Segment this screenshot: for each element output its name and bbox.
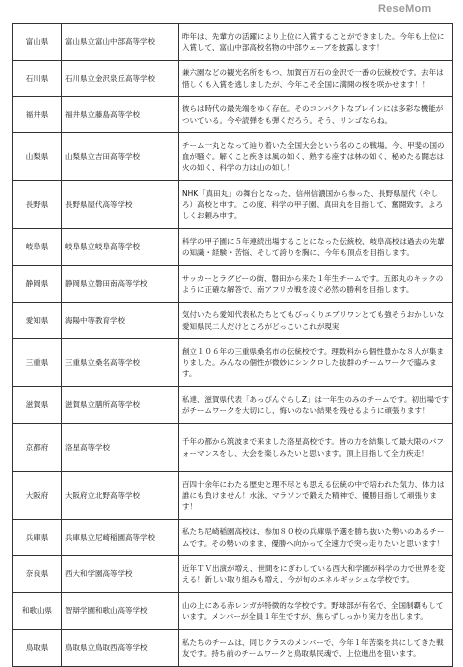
school-cell: 洛星高等学校: [62, 424, 179, 472]
table-row: [13, 97, 453, 133]
table-row: [13, 387, 453, 424]
school-cell: 海陽中等教育学校: [62, 303, 179, 339]
table-row: [13, 133, 453, 181]
table-row: [13, 424, 453, 472]
school-cell: 智辯学園和歌山高等学校: [62, 593, 179, 630]
prefecture-cell: 長野県: [13, 181, 62, 229]
prefecture-cell: 鳥取県: [13, 630, 62, 667]
prefecture-cell: 三重県: [13, 339, 62, 387]
table-row: [13, 266, 453, 303]
school-cell: 西大和学園高等学校: [62, 556, 179, 593]
prefecture-cell: 石川県: [13, 61, 62, 97]
prefecture-cell: 奈良県: [13, 556, 62, 593]
table-row: [13, 24, 453, 61]
school-cell: 山梨県立吉田高等学校: [62, 133, 179, 181]
message-cell: サッカーとラグビーの街、磐田から来た１年生チームです。五郎丸のキックのように正確な解答で、南アフリカ戦を凌ぐ必然の勝利を目指します。: [179, 266, 453, 303]
school-cell: 滋賀県立膳所高等学校: [62, 387, 179, 424]
message-cell: 千年の都から筑波まで来ました洛星高校です。皆の力を結集して最大限のパフォーマンスをし、大会を楽しみたいと思います。頂上目指して全力疾走！: [179, 424, 453, 472]
message-cell: 山の上にある赤レンガが特徴的な学校です。野球部が有名で、全国制覇もしています。メンバーが全員１年生ですが、焦らずしっかり実力を出します。: [179, 593, 453, 630]
message-cell: 百四十余年にわたる歴史と理不尽とも思える伝統の中で培われた気力、体力は誰にも負けません！水泳、マラソンで鍛えた精神で、優勝目指して頑張ります！: [179, 472, 453, 520]
table-row: [13, 303, 453, 339]
message-cell: 科学の甲子園に５年連続出場することになった伝統校、岐阜高校は過去の先輩の知識・経験・苦悩、そして誇りを胸に、今年も頂点を目指します。: [179, 229, 453, 266]
table-row: [13, 61, 453, 97]
prefecture-cell: 大阪府: [13, 472, 62, 520]
table-row: [13, 181, 453, 229]
table-row: [13, 339, 453, 387]
message-cell: 私たちのチームは、同じクラスのメンバーで、今年１年苦楽を共にしてきた戦友です。持ち前のチームワークと鳥取県民魂で、上位進出を狙います。: [179, 630, 453, 667]
message-cell: チーム一丸となって辿り着いた全国大会という名のこの戦場。今、甲斐の国の血が騒ぐ。解くこと疾きは風の如く、熟する座すは林の如く、秘めたる闘志は火の如く、科学の力は山の如し！: [179, 133, 453, 181]
prefecture-cell: 兵庫県: [13, 520, 62, 556]
school-cell: 福井県立藤島高等学校: [62, 97, 179, 133]
message-cell: 私たち尼崎稲園高校は、参加８０校の兵庫県予選を勝ち抜いた勢いのあるチームです。その勢いのまま、優勝へ向かって全速力で突っ走りたいと思います！: [179, 520, 453, 556]
table-row: [13, 630, 453, 667]
message-cell: 私達、滋賀県代表「あっぴんぐらしZ」は一年生のみのチームです。初出場ですがチームワークを大切にし、悔いのない結果を残せるように頑張ります！: [179, 387, 453, 424]
prefecture-cell: 岐阜県: [13, 229, 62, 266]
school-cell: 兵庫県立尼崎稲園高等学校: [62, 520, 179, 556]
school-cell: 岐阜県立岐阜高等学校: [62, 229, 179, 266]
message-cell: 兼六園などの観光名所をもつ、加賀百万石の金沢で一番の伝統校です。去年は惜しくも入賞を逃しましたが、今年こそ全国に満開の桜を咲かせます！！: [179, 61, 453, 97]
school-cell: 静岡県立磐田南高等学校: [62, 266, 179, 303]
message-cell: 彼らは時代の最先端をゆく存在。そのコンパクトなブレインには多彩な機能がついている。今や読弾をも弾くだろう。そう、リンゴならね。: [179, 97, 453, 133]
table-row: [13, 556, 453, 593]
table-row: [13, 593, 453, 630]
school-cell: 大阪府立北野高等学校: [62, 472, 179, 520]
prefecture-cell: 富山県: [13, 24, 62, 61]
prefecture-cell: 京都府: [13, 424, 62, 472]
message-cell: 創立１０６年の三重県桑名市の伝統校です。理数科から個性豊かな８人が集まりました。みんなの個性が微妙にシンクロした抜群のチームワークで臨みます。: [179, 339, 453, 387]
prefecture-cell: 愛知県: [13, 303, 62, 339]
school-cell: 富山県立富山中部高等学校: [62, 24, 179, 61]
prefecture-school-table: [12, 23, 453, 667]
message-cell: 近年ＴＶ出演が増え、世間をにぎわしている西大和学園が科学の力で世界を変える！新しい取り組みも増え、今が旬のエネルギッシュな学校です。: [179, 556, 453, 593]
school-cell: 石川県立金沢泉丘高等学校: [62, 61, 179, 97]
school-cell: 鳥取県立鳥取西高等学校: [62, 630, 179, 667]
school-cell: 長野県屋代高等学校: [62, 181, 179, 229]
prefecture-cell: 静岡県: [13, 266, 62, 303]
message-cell: 気付いたら愛知代表私たちとてもびっくりエブリワンとても強そうおかしいな愛知県民二人だけところがどっこいこれが現実: [179, 303, 453, 339]
table-row: [13, 472, 453, 520]
resemom-logo: ReseMom: [378, 3, 432, 15]
table-row: [13, 229, 453, 266]
prefecture-cell: 滋賀県: [13, 387, 62, 424]
table-row: [13, 520, 453, 556]
message-cell: 昨年は、先輩方の活躍により上位に入賞することができました。今年も上位に入賞して、富山中部高校名物の中部ウェーブを披露します！: [179, 24, 453, 61]
message-cell: NHK「真田丸」の舞台となった、信州信濃国から参った、長野県屋代（やしろ）高校と申す。この度、科学の甲子園、真田丸を目指して、奮闘致す。よろしくお頼み申す。: [179, 181, 453, 229]
prefecture-cell: 和歌山県: [13, 593, 62, 630]
prefecture-cell: 山梨県: [13, 133, 62, 181]
prefecture-cell: 福井県: [13, 97, 62, 133]
school-cell: 三重県立桑名高等学校: [62, 339, 179, 387]
